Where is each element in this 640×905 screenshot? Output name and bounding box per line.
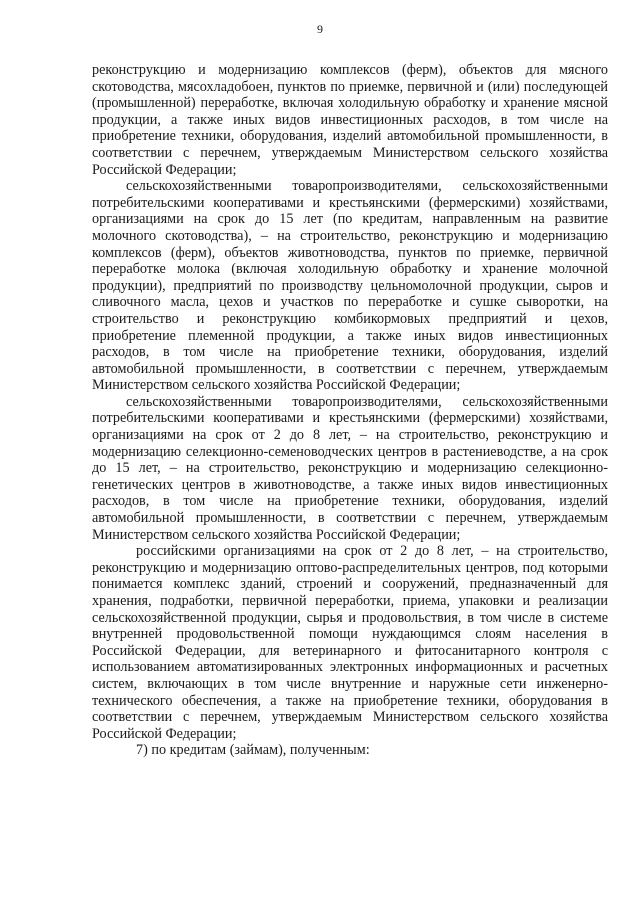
document-body: [92, 62, 608, 759]
paragraph-meat-livestock-continuation: реконструкцию и модернизацию комплексов (ферм), объектов для мясного скотоводства, мясохладобоен, пунктов по приемке, первичной и (или) последующей (промышленной) переработке, включая холодильную обработку и хранение мясной продукции, а также иных видов инвестиционных расходов, в том числе на приобретение техники, оборудования, изделий автомобильной промышленности, в соответствии с перечнем, утверждаемым Министерством сельского хозяйства Российской Федерации;: [92, 62, 608, 178]
paragraph-item-7-heading: 7) по кредитам (займам), полученным:: [136, 742, 370, 759]
paragraph-dairy-livestock: сельскохозяйственными товаропроизводителями, сельскохозяйственными потребительскими кооперативами и крестьянскими (фермерскими) хозяйствами, организациями на срок до 15 лет (по кредитам, направленным на развитие молочного скотоводства), – на строительство, реконструкцию и модернизацию комплексов (ферм), объектов животноводства, пунктов по приемке, первичной переработке молока (включая холодильную обработку и хранение молочной продукции), предприятий по производству цельномолочной продукции, сыров и сливочного масла, цехов и участков по переработке и сушке сыворотки, на строительство и реконструкцию комбикормовых предприятий и цехов, приобретение племенной продукции, а также иных видов инвестиционных расходов, в том числе на приобретение техники, оборудования, изделий автомобильной промышленности, в соответствии с перечнем, утверждаемым Министерством сельского хозяйства Российской Федерации;: [92, 178, 608, 394]
paragraph-wholesale-distribution-centers: российскими организациями на срок от 2 до 8 лет, – на строительство, реконструкцию и модернизацию оптово-распределительных центров, под которыми понимается комплекс зданий, строений и сооружений, предназначенный для хранения, подработки, первичной переработки, приема, упаковки и реализации сельскохозяйственной продукции, сырья и продовольствия, в том числе в системе внутренней продовольственной помощи нуждающимся слоям населения в Российской Федерации, для ветеринарного и фитосанитарного контроля с использованием автоматизированных электронных информационных и расчетных систем, включающих в том числе внутренние и наружные сети инженерно-технического обеспечения, а также на приобретение техники, оборудования в соответствии с перечнем, утверждаемым Министерством сельского хозяйства Российской Федерации;: [92, 543, 608, 742]
paragraph-breeding-centers: сельскохозяйственными товаропроизводителями, сельскохозяйственными потребительскими кооперативами и крестьянскими (фермерскими) хозяйствами, организациями на срок от 2 до 8 лет, – на строительство, реконструкцию и модернизацию селекционно-семеноводческих центров в растениеводстве, а на срок до 15 лет, – на строительство, реконструкцию и модернизацию селекционно-генетических центров в животноводстве, а также иных видов инвестиционных расходов, в том числе на приобретение техники, оборудования, изделий автомобильной промышленности, в соответствии с перечнем, утверждаемым Министерством сельского хозяйства Российской Федерации;: [92, 393, 608, 543]
page-number: 9: [317, 22, 323, 36]
